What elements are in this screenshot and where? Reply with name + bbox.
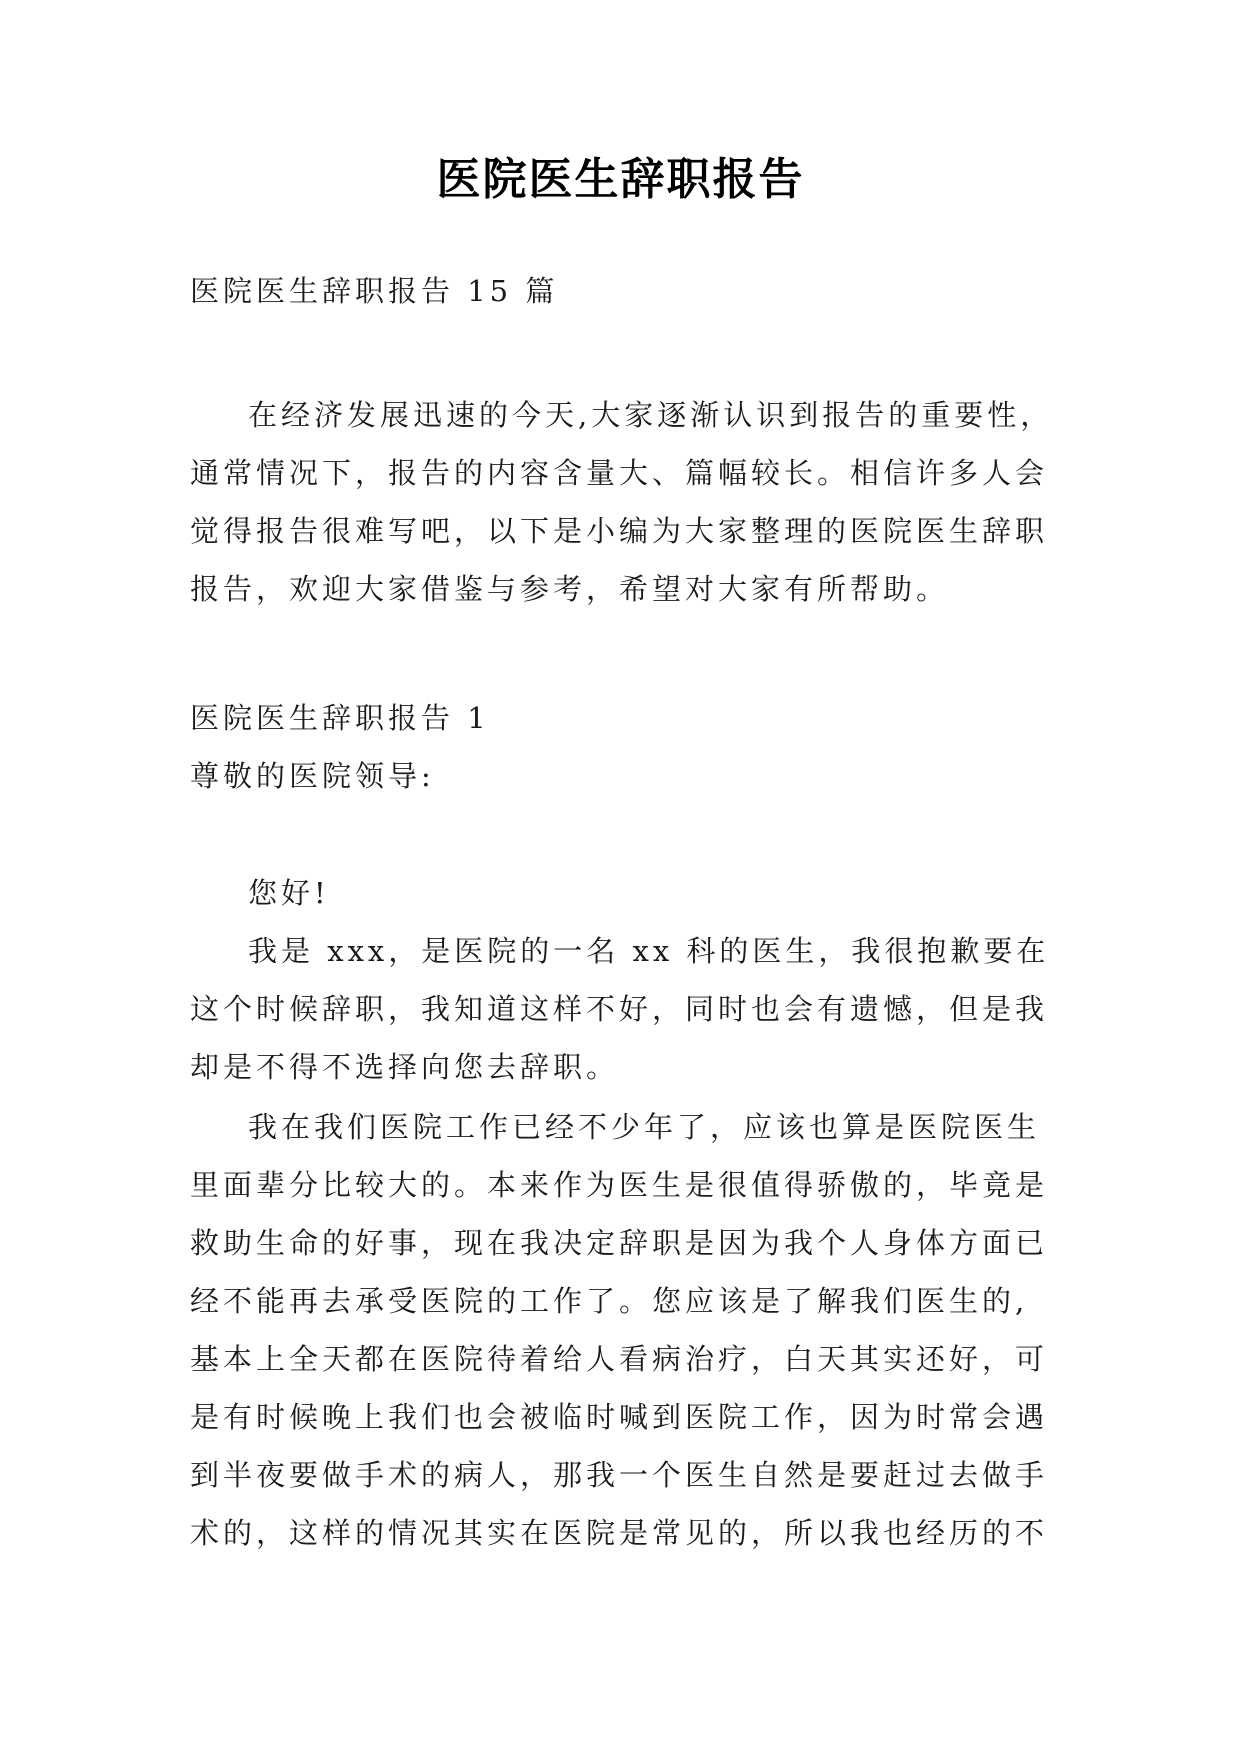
section-heading: 医院医生辞职报告 1 — [190, 701, 490, 735]
intro-paragraph: 在经济发展迅速的今天,大家逐渐认识到报告的重要性，通常情况下，报告的内容含量大、篇幅较长。相信许多人会觉得报告很难写吧，以下是小编为大家整理的医院医生辞职报告，欢迎大家借鉴与参考，希望对大家有所帮助。 — [190, 398, 1054, 606]
document-title: 医院医生辞职报告 — [436, 154, 805, 205]
salutation: 尊敬的医院领导: — [190, 759, 435, 793]
body-paragraph-1: 我是 xxx，是医院的一名 xx 科的医生，我很抱歉要在这个时候辞职，我知道这样不好，同时也会有遗憾，但是我却是不得不选择向您去辞职。 — [190, 934, 1050, 1084]
greeting: 您好! — [248, 876, 330, 910]
document-subtitle: 医院医生辞职报告 15 篇 — [190, 274, 559, 308]
body-paragraph-2: 我在我们医院工作已经不少年了，应该也算是医院医生里面辈分比较大的。本来作为医生是很值得骄傲的，毕竟是救助生命的好事，现在我决定辞职是因为我个人身体方面已经不能再去承受医院的工作了。您应该是了解我们医生的,基本上全天都在医院待着给人看病治疗，白天其实还好，可是有时候晚上我们也会被临时喊到医院工作，因为时常会遇到半夜要做手术的病人，那我一个医生自然是要赶过去做手术的，这样的情况其实在医院是常见的，所以我也经历的不 — [190, 1110, 1049, 1550]
